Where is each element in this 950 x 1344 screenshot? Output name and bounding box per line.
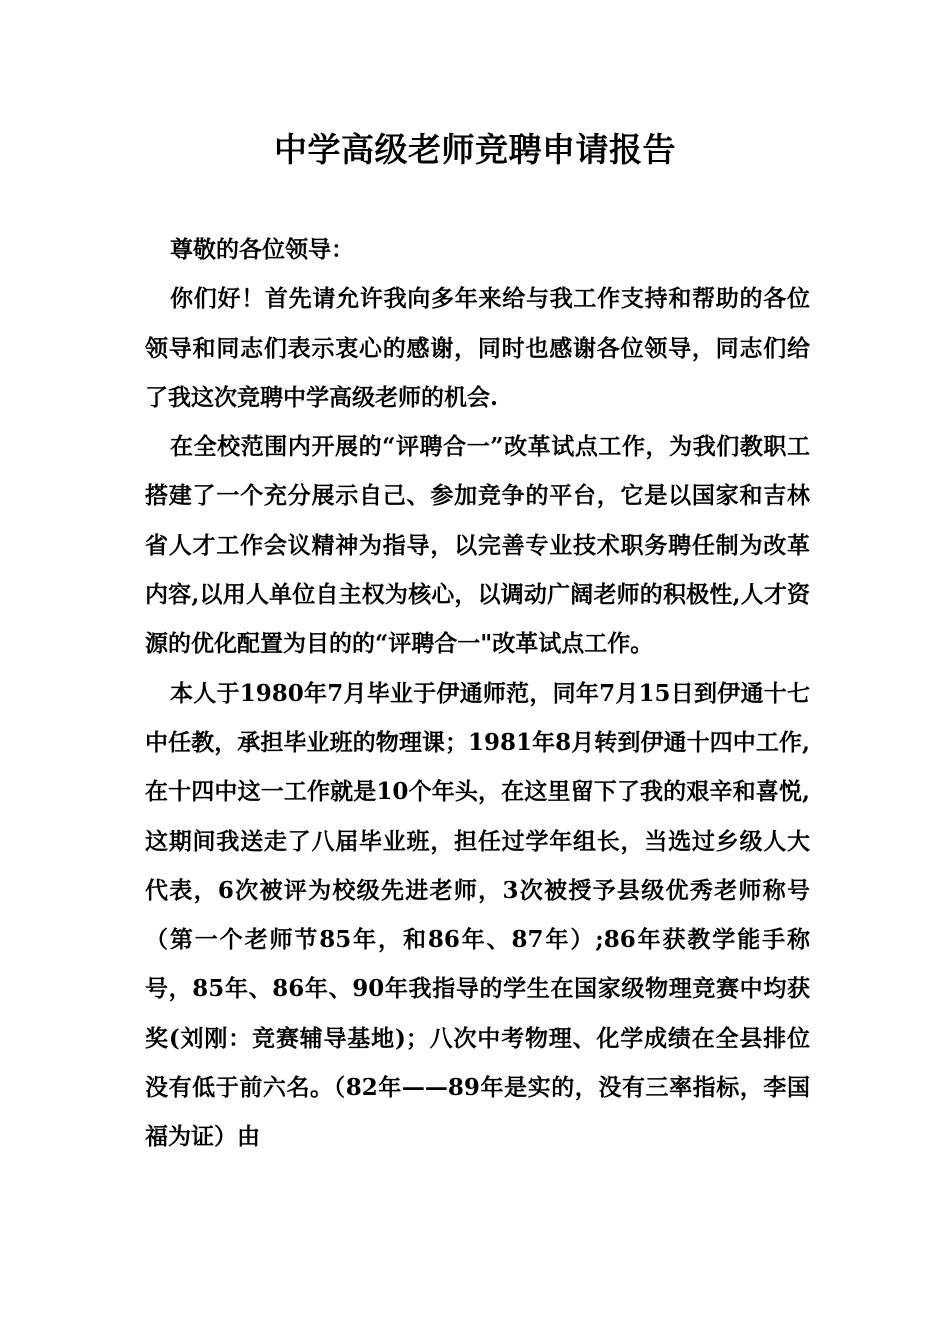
document-title: 中学高级老师竞聘申请报告 [274,130,676,169]
document-body [145,225,810,1162]
salutation: 尊敬的各位领导： [170,236,354,263]
paragraph-greeting: 你们好！首先请允许我向多年来给与我工作支持和帮助的各位领导和同志们表示衷心的感谢，同时也感谢各位领导，同志们给了我这次竞聘中学高级老师的机会. [145,285,810,411]
paragraph-career: 本人于1980年7月毕业于伊通师范，同年7月15日到伊通十七中任教，承担毕业班的物理课；1981年8月转到伊通十四中工作,在十四中这一工作就是10个年头，在这里留下了我的艰辛和喜悦,这期间我送走了八届毕业班，担任过学年组长，当选过乡级人大代表，6次被评为校级先进老师，3次被授予县级优秀老师称号（第一个老师节85年，和86年、87年）;86年获教学能手称号，85年、86年、90年我指导的学生在国家级物理竞赛中均获奖(刘刚：竞赛辅导基地)；八次中考物理、化学成绩在全县排位没有低于前六名。（82年——89年是实的，没有三率指标，李国福为证）由 [145,679,810,1151]
paragraph-reform: 在全校范围内开展的“评聘合一”改革试点工作，为我们教职工搭建了一个充分展示自己、参加竞争的平台，它是以国家和吉林省人才工作会议精神为指导，以完善专业技术职务聘任制为改革内容,以用人单位自主权为核心，以调动广阔老师的积极性,人才资源的优化配置为目的的“评聘合一"改革试点工作。 [145,433,810,658]
